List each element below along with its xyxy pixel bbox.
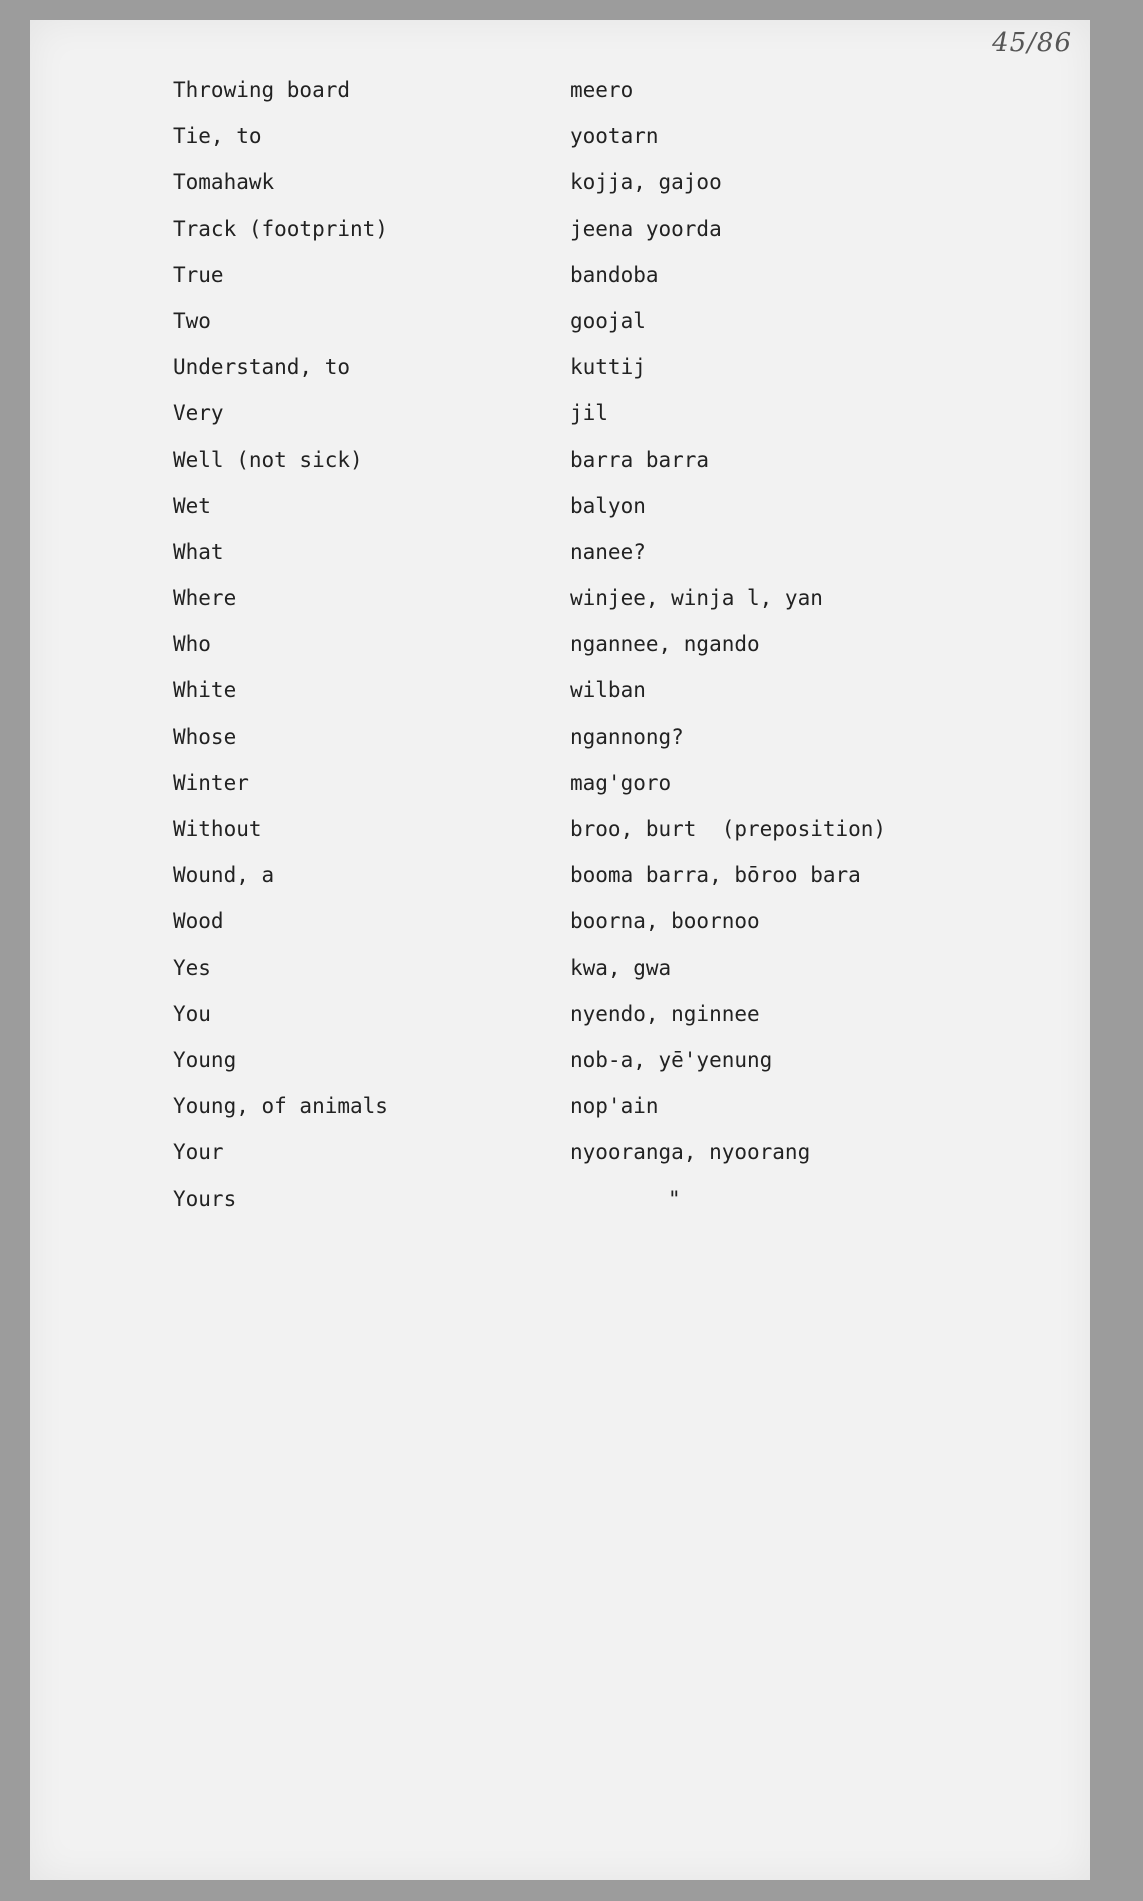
native-term: balyon	[570, 493, 646, 518]
english-term: Throwing board	[173, 78, 351, 102]
english-term: Your	[173, 1140, 224, 1165]
native-term: ngannong?	[570, 724, 684, 749]
native-term: nyendo, nginnee	[570, 1001, 760, 1026]
english-term: Who	[173, 632, 211, 657]
vocabulary-entry	[173, 170, 1033, 216]
english-term: You	[173, 1001, 211, 1026]
vocabulary-entry	[173, 956, 1033, 1002]
english-term: Young	[173, 1047, 237, 1072]
native-term: mag'goro	[570, 770, 672, 795]
english-term: What	[173, 539, 224, 564]
vocabulary-entry	[173, 1002, 1033, 1048]
native-term: winjee, winja l, yan	[570, 586, 823, 611]
vocabulary-entry	[173, 355, 1033, 401]
english-term: Winter	[173, 770, 249, 795]
english-term: Yes	[173, 955, 211, 980]
english-term: Without	[173, 817, 262, 841]
native-term: booma barra, bōroo bara	[570, 863, 861, 888]
native-term: goojal	[570, 308, 646, 333]
vocabulary-entry	[173, 401, 1033, 447]
english-term: True	[173, 262, 224, 287]
native-term: meero	[570, 78, 634, 102]
english-term: Understand, to	[173, 355, 351, 380]
vocabulary-entry	[173, 586, 1033, 632]
native-term: kwa, gwa	[570, 955, 672, 980]
vocabulary-entry	[173, 494, 1033, 540]
vocabulary-entry	[173, 263, 1033, 309]
vocabulary-entry	[173, 632, 1033, 678]
vocabulary-entry	[173, 1140, 1033, 1186]
native-term: kojja, gajoo	[570, 170, 722, 195]
vocabulary-list	[173, 78, 1033, 1233]
native-term: jil	[570, 401, 608, 426]
english-term: Yours	[173, 1186, 237, 1211]
native-term: nanee?	[570, 539, 646, 564]
vocabulary-entry	[173, 678, 1033, 724]
vocabulary-entry	[173, 771, 1033, 817]
native-term: nop'ain	[570, 1094, 659, 1119]
english-term: Very	[173, 401, 224, 426]
native-term: wilban	[570, 678, 646, 703]
vocabulary-entry	[173, 817, 1033, 863]
vocabulary-entry	[173, 1187, 1033, 1233]
native-term: kuttij	[570, 355, 646, 380]
english-term: Two	[173, 308, 211, 333]
vocabulary-entry	[173, 1048, 1033, 1094]
native-term: bandoba	[570, 262, 659, 287]
vocabulary-entry	[173, 309, 1033, 355]
english-term: Wood	[173, 909, 224, 934]
native-term: boorna, boornoo	[570, 909, 760, 934]
page-number: 45/86	[992, 28, 1072, 58]
vocabulary-entry	[173, 448, 1033, 494]
english-term: Track (footprint)	[173, 216, 388, 241]
vocabulary-entry	[173, 78, 1033, 124]
english-term: Whose	[173, 724, 237, 749]
native-term: nyooranga, nyoorang	[570, 1140, 811, 1165]
english-term: Where	[173, 586, 237, 611]
english-term: White	[173, 678, 237, 703]
vocabulary-entry	[173, 217, 1033, 263]
vocabulary-entry	[173, 1094, 1033, 1140]
document-page	[30, 20, 1090, 1880]
english-term: Tie, to	[173, 124, 262, 149]
native-term: ngannee, ngando	[570, 632, 760, 657]
native-term: jeena yoorda	[570, 216, 722, 241]
native-term: broo, burt (preposition)	[570, 817, 887, 841]
english-term: Young, of animals	[173, 1094, 388, 1119]
vocabulary-entry	[173, 725, 1033, 771]
vocabulary-entry	[173, 909, 1033, 955]
vocabulary-entry	[173, 540, 1033, 586]
english-term: Well (not sick)	[173, 447, 363, 472]
english-term: Tomahawk	[173, 170, 275, 195]
vocabulary-entry	[173, 863, 1033, 909]
english-term: Wet	[173, 493, 211, 518]
vocabulary-entry	[173, 124, 1033, 170]
english-term: Wound, a	[173, 863, 275, 888]
native-term: "	[668, 1186, 681, 1211]
native-term: barra barra	[570, 447, 710, 472]
native-term: yootarn	[570, 124, 659, 149]
native-term: nob-a, yē'yenung	[570, 1047, 773, 1072]
